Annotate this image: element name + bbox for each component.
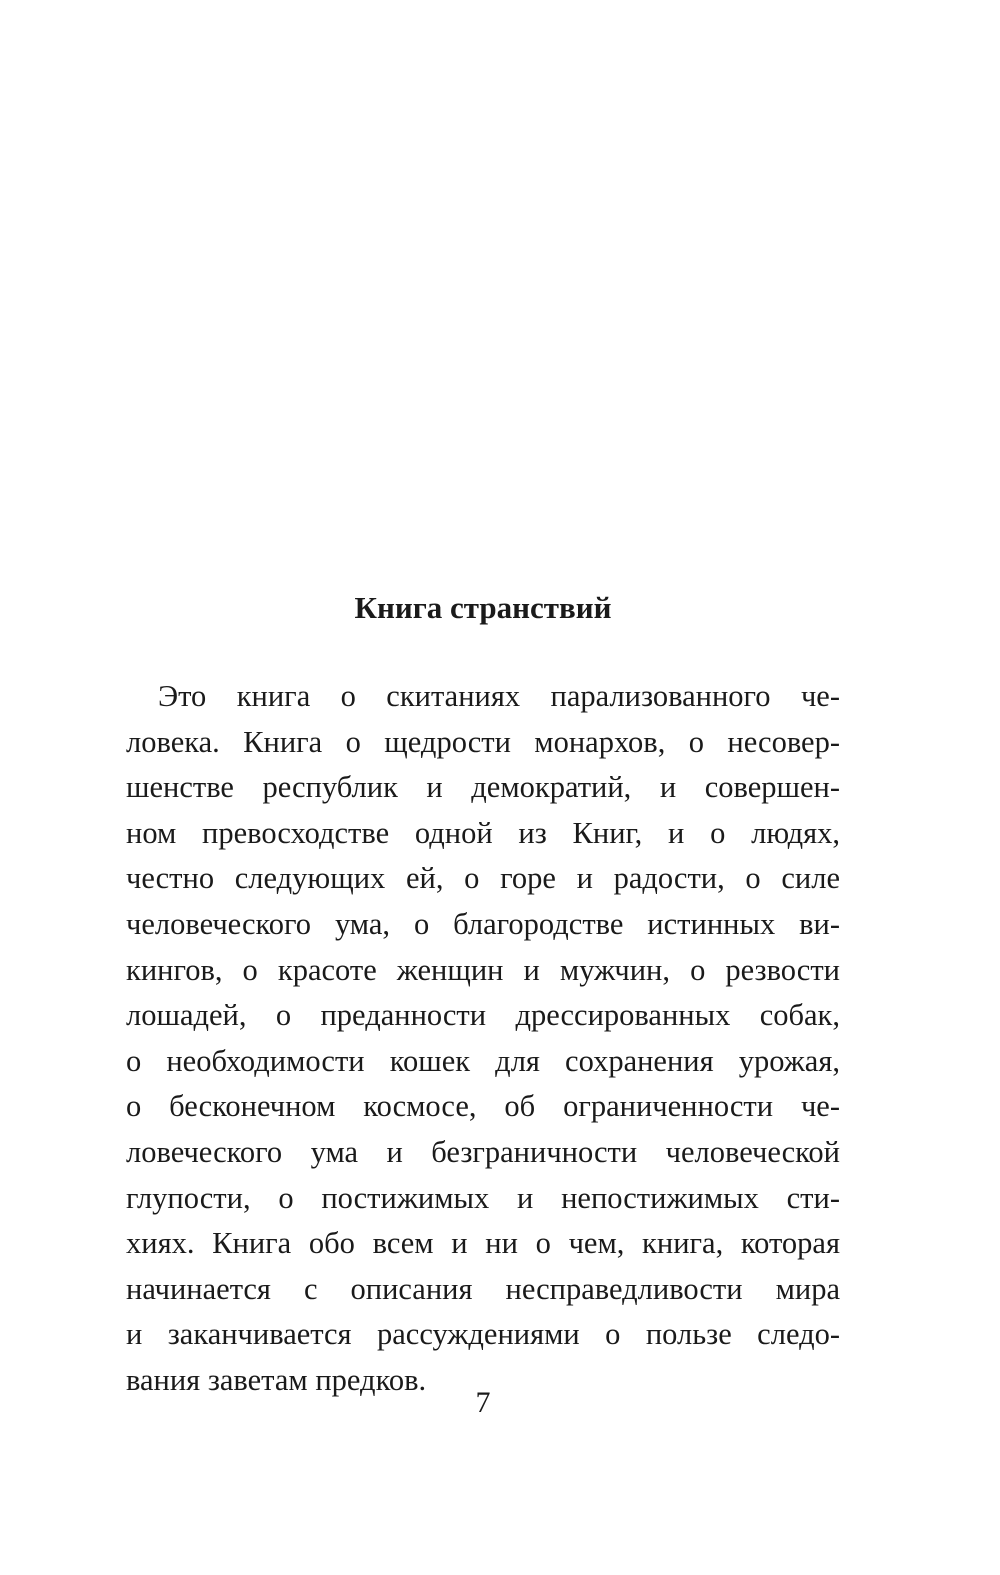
- paragraph-line: ловеческого ума и безграничности человеческой: [126, 1134, 840, 1169]
- paragraph-line: о необходимости кошек для сохранения урожая,: [126, 1043, 840, 1078]
- paragraph-line: кингов, о красоте женщин и мужчин, о резвости: [126, 952, 840, 987]
- chapter-title: Книга странствий: [354, 590, 612, 625]
- body-paragraph: [126, 674, 840, 1404]
- paragraph-line: Это книга о скитаниях парализованного че-: [158, 679, 840, 713]
- paragraph-line: хиях. Книга обо всем и ни о чем, книга, которая: [126, 1226, 840, 1261]
- paragraph-line: глупости, о постижимых и непостижимых сти-: [126, 1180, 840, 1215]
- paragraph-line: шенстве республик и демократий, и совершен-: [126, 770, 840, 805]
- paragraph-line: лошадей, о преданности дрессированных собак,: [126, 998, 840, 1033]
- paragraph-line: ловека. Книга о щедрости монархов, о несовер-: [126, 724, 840, 759]
- page-number: 7: [475, 1386, 491, 1419]
- paragraph-line: человеческого ума, о благородстве истинных ви-: [126, 906, 840, 941]
- paragraph-line: ном превосходстве одной из Книг, и о людях,: [126, 815, 840, 850]
- paragraph-line: вания заветам предков.: [126, 1362, 427, 1397]
- paragraph-line: и заканчивается рассуждениями о пользе следо-: [126, 1317, 840, 1352]
- paragraph-line: честно следующих ей, о горе и радости, о силе: [126, 861, 840, 896]
- paragraph-line: начинается с описания несправедливости мира: [126, 1271, 840, 1306]
- paragraph-line: о бесконечном космосе, об ограниченности че-: [126, 1089, 840, 1124]
